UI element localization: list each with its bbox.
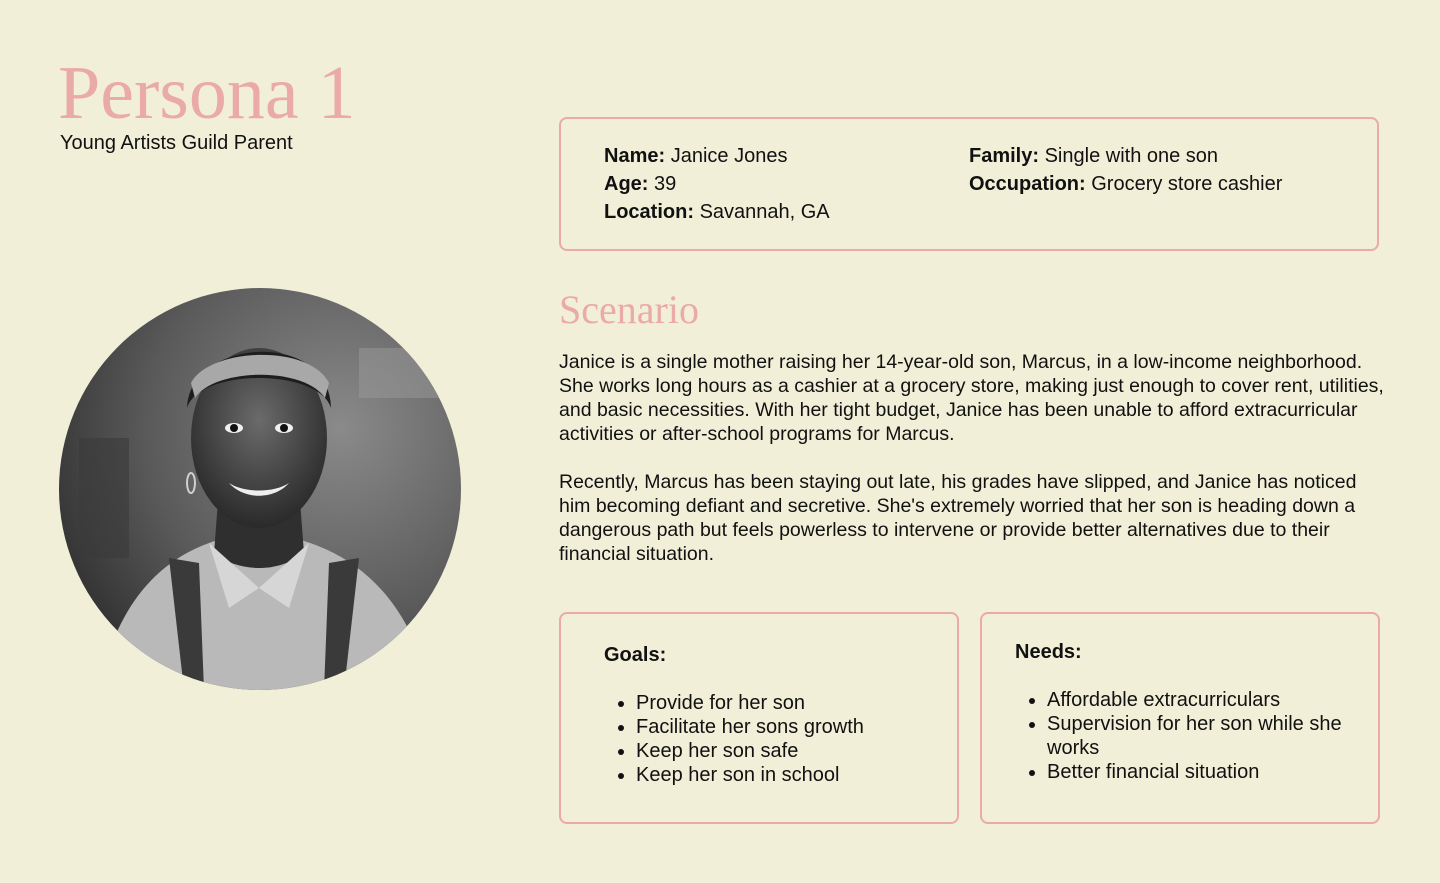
scenario-paragraph: Recently, Marcus has been staying out late, his grades have slipped, and Janice has noticed him becoming defiant and secretive. She's extremely worried that her son is heading down a dangerous path but feels powerless to intervene or provide better alternatives due to their financial situation.: [559, 471, 1357, 565]
goals-heading: Goals:: [604, 644, 667, 666]
needs-heading: Needs:: [1015, 641, 1082, 663]
persona-info-card: [559, 117, 1379, 251]
need-item: • Better financial situation: [1047, 760, 1367, 784]
info-name-label: Name:: [604, 145, 666, 167]
page-subtitle: Young Artists Guild Parent: [60, 132, 293, 154]
info-family-value: Single with one son: [1044, 145, 1219, 167]
info-age-value: 39: [654, 173, 677, 195]
goal-item: • Keep her son safe: [636, 739, 956, 763]
info-location-value: Savannah, GA: [699, 201, 830, 223]
info-age-row: [604, 170, 830, 198]
need-item: • Affordable extracurriculars: [1047, 688, 1367, 712]
persona-photo: [59, 288, 461, 690]
info-age-label: Age:: [604, 173, 649, 195]
info-location-label: Location:: [604, 201, 694, 223]
info-occupation-label: Occupation:: [969, 173, 1086, 195]
info-name-row: [604, 142, 830, 170]
scenario-body: [559, 350, 1389, 590]
info-occupation-value: Grocery store cashier: [1091, 173, 1283, 195]
goal-item: • Provide for her son: [636, 691, 956, 715]
info-family-row: [969, 142, 1282, 170]
info-family-label: Family:: [969, 145, 1040, 167]
goal-item: • Facilitate her sons growth: [636, 715, 956, 739]
needs-list: [1017, 688, 1367, 784]
need-item: • Supervision for her son while she works: [1047, 712, 1367, 760]
persona-photo-icon: [59, 288, 461, 690]
goals-card: [559, 612, 959, 824]
goal-item: • Keep her son in school: [636, 763, 956, 787]
info-occupation-row: [969, 170, 1282, 198]
info-column-right: [969, 142, 1282, 198]
info-location-row: [604, 198, 830, 226]
goals-list: [606, 691, 956, 787]
info-column-left: [604, 142, 830, 226]
info-name-value: Janice Jones: [670, 145, 788, 167]
scenario-heading: Scenario: [559, 287, 699, 332]
needs-card: [980, 612, 1380, 824]
scenario-paragraph: Janice is a single mother raising her 14-year-old son, Marcus, in a low-income neighborhood. She works long hours as a cashier at a grocery store, making just enough to cover rent, utilities, and basic necessities. With her tight budget, Janice has been unable to afford extracurricular activities or after-school programs for Marcus.: [559, 351, 1384, 445]
page-title: Persona 1: [58, 51, 356, 135]
